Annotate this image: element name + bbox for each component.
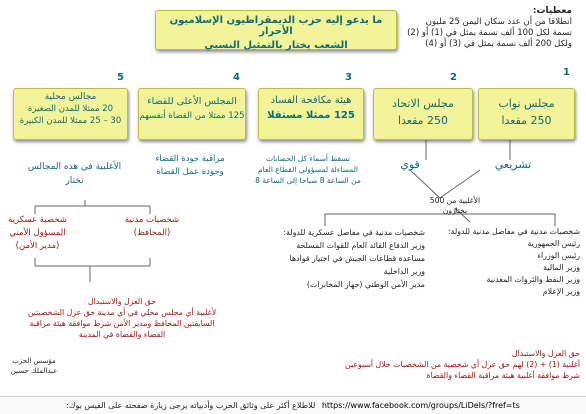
info-title: معطيات:	[532, 6, 572, 16]
council-2-seats: 250 مقعدا	[397, 114, 449, 127]
council-box-1	[478, 88, 575, 140]
dismissal-national-line3: شرط موافقة أغلبية هيئة مراقبة القضاء والقضاة	[426, 371, 580, 380]
info-line2: نسمة لكل 100 ألف نسمة يمثل في (1) أو (2)	[407, 28, 572, 38]
dismissal-local-line4: القضاء والقضاة في المدينة	[78, 330, 166, 339]
council-box-2	[373, 88, 473, 140]
civil-positions-list	[440, 226, 580, 298]
majority-label	[415, 196, 495, 215]
anti-corruption-line2: المساءلة لمسؤولي القطاع العام	[257, 165, 358, 174]
council-number-4: 4	[233, 72, 240, 83]
info-line1: انطلاقا من أن عدد سكان اليمن 25 مليون	[425, 17, 572, 27]
anti-corruption-line1: تسقط أسماء كل الحصانات	[265, 154, 351, 163]
dismissal-rules-local	[2, 296, 242, 340]
legislative-label: تشريعي	[494, 158, 532, 171]
council-1-title: مجلس نواب	[498, 97, 555, 110]
council-number-2: 2	[450, 72, 457, 83]
civil-position-item: وزير النفط والثروات المعدنية	[486, 275, 580, 284]
council-box-5	[13, 88, 128, 140]
council-number-1: 1	[563, 67, 570, 78]
military-position-item: مساعدة قطاعات الجيش في اختيار قوادها	[289, 254, 425, 263]
military-position-item: وزير الداخلية	[383, 267, 425, 276]
anti-corruption-desc	[252, 153, 364, 186]
council-box-4	[138, 88, 246, 140]
council-5-line3: 30 – 25 ممثلا للمدن الكبيرة	[19, 116, 122, 126]
council-5-title: مجالس محلية	[44, 92, 97, 102]
council-1-seats: 250 مقعدا	[501, 114, 552, 127]
civil-position-item: وزير المالية	[543, 263, 580, 272]
council-5-line2: 20 ممثلا للمدن الصغيرة	[27, 104, 114, 114]
footer-bar	[0, 396, 586, 414]
info-line3: ولكل 200 ألف نسمة يمثل في (3) أو (4)	[425, 39, 572, 49]
judiciary-line1: مراقبة جودة القضاء	[155, 154, 225, 164]
military-positions-list	[250, 226, 425, 291]
local-military-figure	[0, 214, 75, 253]
judiciary-desc	[140, 153, 240, 179]
council-box-3	[258, 88, 364, 140]
military-position-item: مدير الأمن الوطني (جهاز المخابرات)	[306, 280, 425, 289]
strong-label: قوي	[400, 158, 420, 171]
local-military-title: شخصية عسكرية	[8, 215, 67, 225]
council-3-title: هيئة مكافحة الفساد	[270, 95, 352, 106]
footer-text: للاطلاع أكثر على وثائق الحزب وأدبياته يرجى زيارة صفحته على الفيس بوك:	[66, 401, 316, 410]
council-number-3: 3	[345, 72, 352, 83]
council-number-5: 5	[117, 72, 124, 83]
council-3-seats: 125 ممثلا مستقلا	[267, 110, 355, 121]
majority-line1: الأغلبية من 500	[429, 196, 481, 205]
founder-line2: عبدالملك حسين	[10, 367, 58, 375]
dismissal-national-line2: أغلبية (1) + (2) لهم حق عزل أي شخصية من الشخصيات خلال أسبوعين	[345, 360, 580, 369]
founder-line1: مؤسس الحزب	[12, 357, 56, 365]
civil-position-item: رئيس الجمهورية	[527, 239, 580, 248]
local-civil-title: شخصيات مدنية	[124, 215, 180, 225]
majority-line2: يختارون	[442, 205, 468, 215]
dismissal-local-line1: حق العزل والاستبدال	[87, 297, 157, 306]
local-line2: تختار	[65, 176, 84, 186]
local-military-sub2: (مدير الأمن)	[15, 241, 60, 251]
judiciary-line2: وجودة عمل القضاة	[156, 167, 224, 177]
local-military-sub1: المسؤول الأمني	[9, 228, 66, 238]
header-box	[155, 10, 397, 50]
dismissal-local-line2: لأغلبية أي مجلس محلي في أي مدينة حق عزل الشخصيتين	[27, 308, 217, 317]
header-line1: ما يدعو إليه حزب الديمقراطيون الإسلاميون الأحرار	[169, 15, 383, 37]
info-block	[397, 6, 572, 50]
council-4-seats: 125 ممثلا من القضاة أنفسهم	[139, 111, 245, 121]
dismissal-rules-national	[300, 348, 580, 381]
anti-corruption-line3: من الساعة 8 صباحا إلى الساعة 8	[255, 176, 361, 185]
council-4-title: المجلس الأعلى للقضاء	[147, 96, 237, 107]
local-civil-figure	[112, 214, 192, 240]
civil-position-item: وزير الإعلام	[542, 287, 580, 296]
founder-credit	[4, 356, 64, 376]
local-line1: الأغلبية في هذه المجالس	[27, 162, 122, 172]
dismissal-local-line3: السابقتين المحافظ ومدير الأمن شرط موافقة هيئة مراقبة	[29, 319, 215, 328]
dismissal-national-line1: حق العزل والاستبدال	[511, 349, 580, 358]
military-position-item: وزير الدفاع القائد العام للقوات المسلحة	[296, 241, 425, 250]
local-desc	[22, 160, 127, 188]
council-2-title: مجلس الاتحاد	[392, 97, 454, 110]
military-positions-title: شخصيات مدنية في مفاصل عسكرية للدولة:	[283, 228, 425, 237]
local-civil-sub: (المحافظ)	[133, 228, 171, 238]
header-line2: الشعب يختار بالتمثيل النسبي	[204, 40, 348, 51]
civil-position-item: رئيس الوزراء	[537, 251, 580, 260]
civil-positions-title: شخصيات مدنية في مفاصل مدنية للدولة:	[448, 227, 580, 236]
footer-link[interactable]: https://www.facebook.com/groups/LiDeIs/?fref=ts	[321, 401, 520, 410]
